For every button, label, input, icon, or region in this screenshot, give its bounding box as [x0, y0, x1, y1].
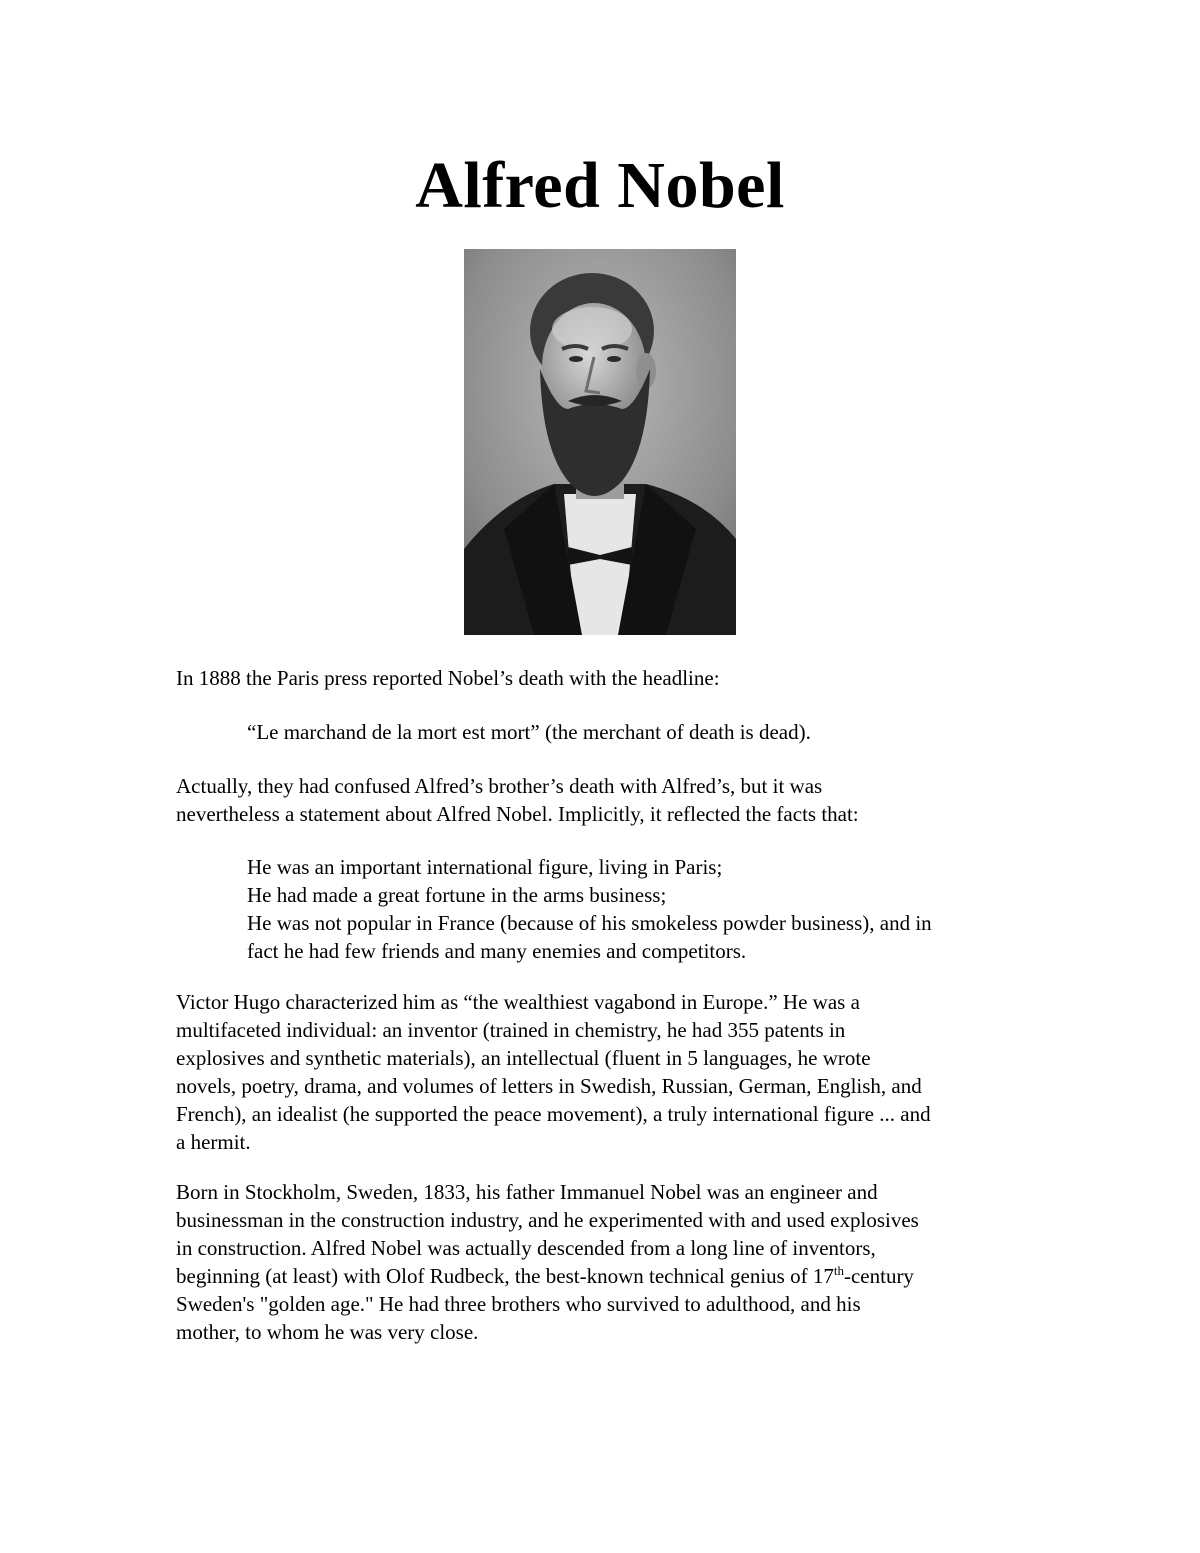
fact-item: He was not popular in France (because of his smokeless powder business), and in	[247, 911, 932, 935]
paragraph-line: French), an idealist (he supported the peace movement), a truly international figure ... and	[176, 1102, 931, 1126]
paragraph-line: multifaceted individual: an inventor (trained in chemistry, he had 355 patents in	[176, 1018, 846, 1042]
paragraph-line: mother, to whom he was very close.	[176, 1320, 479, 1344]
ordinal-superscript: th	[833, 1263, 844, 1278]
paragraph-line-with-superscript	[176, 1262, 1036, 1290]
headline-quote	[247, 718, 1047, 746]
confusion-paragraph	[176, 772, 1036, 828]
intro-line: In 1888 the Paris press reported Nobel’s death with the headline:	[176, 666, 720, 690]
paragraph-line: Sweden's "golden age." He had three brothers who survived to adulthood, and his	[176, 1292, 861, 1316]
paragraph-line: Victor Hugo characterized him as “the wealthiest vagabond in Europe.” He was a	[176, 990, 860, 1014]
intro-paragraph	[176, 664, 1036, 692]
fact-item: fact he had few friends and many enemies and competitors.	[247, 939, 747, 963]
quote-line: “Le marchand de la mort est mort” (the merchant of death is dead).	[247, 720, 811, 744]
paragraph-line: nevertheless a statement about Alfred Nobel. Implicitly, it reflected the facts that:	[176, 802, 859, 826]
paragraph-line: in construction. Alfred Nobel was actually descended from a long line of inventors,	[176, 1236, 876, 1260]
paragraph-line: Born in Stockholm, Sweden, 1833, his father Immanuel Nobel was an engineer and	[176, 1180, 878, 1204]
paragraph-line: businessman in the construction industry, and he experimented with and used explosives	[176, 1208, 919, 1232]
paragraph-line: a hermit.	[176, 1130, 251, 1154]
paragraph-line: explosives and synthetic materials), an intellectual (fluent in 5 languages, he wrote	[176, 1046, 871, 1070]
line-text: -century	[843, 1264, 914, 1288]
page-title: Alfred Nobel	[415, 149, 785, 222]
fact-item: He had made a great fortune in the arms business;	[247, 883, 667, 907]
paragraph-line: Actually, they had confused Alfred’s brother’s death with Alfred’s, but it was	[176, 774, 823, 798]
birth-paragraph	[176, 1178, 1036, 1346]
line-text: beginning (at least) with Olof Rudbeck, the best-known technical genius of 17	[176, 1264, 834, 1288]
fact-item: He was an important international figure, living in Paris;	[247, 855, 723, 879]
hugo-paragraph	[176, 988, 1036, 1156]
paragraph-line: novels, poetry, drama, and volumes of letters in Swedish, Russian, German, English, and	[176, 1074, 922, 1098]
facts-list	[247, 853, 1047, 965]
portrait-photo	[464, 249, 736, 635]
